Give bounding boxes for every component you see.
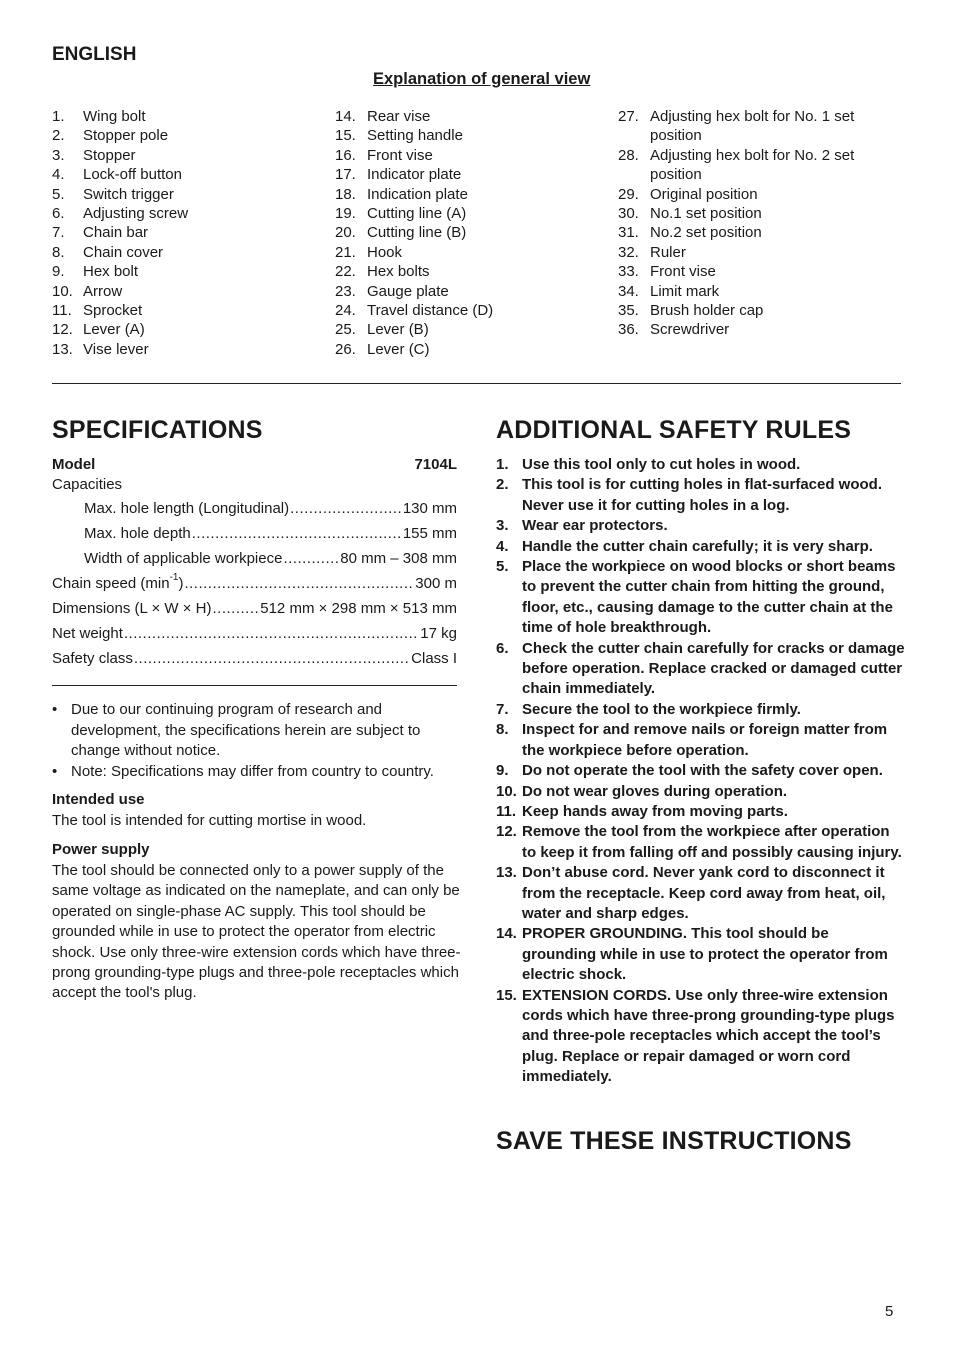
dot-leader xyxy=(290,500,402,517)
rule-text: Do not wear gloves during operation. xyxy=(522,782,788,800)
spec-value: Class I xyxy=(411,650,457,667)
list-item xyxy=(52,320,302,339)
item-label: Lock-off button xyxy=(83,166,182,184)
list-item xyxy=(52,165,302,184)
list-item xyxy=(496,782,906,802)
specifications-heading: SPECIFICATIONS xyxy=(52,416,263,444)
item-number: 22. xyxy=(335,263,356,281)
list-item xyxy=(335,223,595,242)
rule-text: This tool is for cutting holes in flat-surfaced wood. Never use it for cutting holes in a log. xyxy=(522,476,883,514)
spec-value: 17 kg xyxy=(420,625,457,642)
item-number: 12. xyxy=(52,321,73,339)
list-item xyxy=(335,243,595,262)
item-number: 24. xyxy=(335,302,356,320)
list-item xyxy=(335,107,595,126)
item-label: Setting handle xyxy=(367,127,463,145)
item-label: Sprocket xyxy=(83,302,143,320)
list-item xyxy=(618,146,898,185)
item-number: 11. xyxy=(52,302,72,320)
item-number: 16. xyxy=(335,146,356,164)
item-label: Lever (B) xyxy=(367,321,429,339)
rule-text: Inspect for and remove nails or foreign matter from the workpiece before operation. xyxy=(522,721,888,759)
list-item xyxy=(618,301,898,320)
item-label: Hex bolts xyxy=(367,263,430,281)
list-item xyxy=(335,146,595,165)
spec-label: Dimensions (L × W × H) xyxy=(52,600,212,617)
item-label: Lever (A) xyxy=(83,321,145,339)
model-label: Model xyxy=(52,456,96,473)
rule-number: 1. xyxy=(496,456,509,473)
bullet-icon: • xyxy=(52,762,58,780)
list-item xyxy=(618,107,898,146)
item-number: 23. xyxy=(335,282,356,300)
list-item xyxy=(335,185,595,204)
spec-row-dimensions xyxy=(52,600,457,617)
item-label: Lever (C) xyxy=(367,340,430,358)
language-heading: ENGLISH xyxy=(52,44,137,65)
dot-leader xyxy=(134,650,410,667)
item-label: Adjusting hex bolt for No. 2 set position xyxy=(650,146,855,184)
list-item xyxy=(335,126,595,145)
list-item xyxy=(618,320,898,339)
list-item xyxy=(496,924,906,985)
rule-number: 10. xyxy=(496,782,517,800)
rule-number: 12. xyxy=(496,823,517,841)
list-item xyxy=(496,455,906,475)
item-label: Brush holder cap xyxy=(650,302,764,320)
spec-value: 155 mm xyxy=(402,525,457,542)
item-number: 25. xyxy=(335,321,356,339)
dot-leader xyxy=(283,550,339,567)
item-number: 2. xyxy=(52,127,65,145)
spec-row-chain-speed xyxy=(52,572,457,592)
item-number: 13. xyxy=(52,340,73,358)
list-item xyxy=(618,223,898,242)
rule-number: 11. xyxy=(496,802,517,820)
spec-value: 130 mm xyxy=(402,500,457,517)
item-label: Wing bolt xyxy=(83,108,146,125)
rule-text: Check the cutter chain carefully for cracks or damage before operation. Replace cracked or damaged cutter chain immediately. xyxy=(522,639,905,698)
spec-row-safety-class xyxy=(52,650,457,667)
bullet-icon: • xyxy=(52,701,58,718)
item-label: Front vise xyxy=(650,263,716,281)
general-view-column-3 xyxy=(618,107,898,340)
rule-text: Secure the tool to the workpiece firmly. xyxy=(522,700,801,718)
item-label: Adjusting screw xyxy=(83,205,189,223)
general-view-title: Explanation of general view xyxy=(373,70,591,88)
item-number: 4. xyxy=(52,166,65,184)
spec-divider xyxy=(52,685,457,686)
list-item xyxy=(52,185,302,204)
rule-number: 4. xyxy=(496,537,509,555)
item-number: 34. xyxy=(618,282,639,300)
list-item xyxy=(335,320,595,339)
list-item xyxy=(496,639,906,700)
item-number: 5. xyxy=(52,185,65,203)
item-label: No.2 set position xyxy=(650,224,762,242)
item-label: Rear vise xyxy=(367,108,431,125)
item-number: 30. xyxy=(618,205,639,223)
spec-label: Max. hole depth xyxy=(84,525,191,542)
item-label: Gauge plate xyxy=(367,282,449,300)
list-item xyxy=(618,185,898,204)
dot-leader xyxy=(124,625,419,642)
spec-label: Width of applicable workpiece xyxy=(84,550,283,567)
rule-text: Don’t abuse cord. Never yank cord to disconnect it from the receptacle. Keep cord away from heat, oil, water and sharp edges. xyxy=(522,864,886,922)
item-label: No.1 set position xyxy=(650,205,762,223)
spec-row-workpiece-width xyxy=(84,550,457,567)
spec-row-max-hole-depth xyxy=(84,525,457,542)
list-item xyxy=(496,986,906,1088)
item-number: 35. xyxy=(618,302,639,320)
list-item xyxy=(496,822,906,863)
rule-text: EXTENSION CORDS. Use only three-wire extension cords which have three-prong grounding-type plugs and three-pole receptacles which accept the tool’s plug. Replace or repair damaged or worn cord immediately. xyxy=(522,986,895,1086)
spec-label: Max. hole length (Longitudinal) xyxy=(84,500,290,517)
spec-label-close: ) xyxy=(178,575,184,592)
item-number: 14. xyxy=(335,108,356,125)
list-item xyxy=(52,262,302,281)
list-item xyxy=(335,301,595,320)
list-item xyxy=(496,802,906,822)
note-text: Due to our continuing program of research and development, the specifications herein are subject to change without notice. xyxy=(71,701,421,759)
power-supply-heading: Power supply xyxy=(52,841,150,858)
safety-rules-list xyxy=(496,455,906,1088)
list-item xyxy=(52,340,302,359)
spec-notes xyxy=(52,700,462,782)
item-label: Screwdriver xyxy=(650,321,730,339)
list-item xyxy=(335,282,595,301)
rule-text: Do not operate the tool with the safety cover open. xyxy=(522,762,883,780)
general-view-column-2 xyxy=(335,107,595,359)
capacities-label: Capacities xyxy=(52,476,123,493)
item-label: Hook xyxy=(367,243,403,261)
list-item xyxy=(496,516,906,536)
rule-number: 8. xyxy=(496,721,509,739)
list-item xyxy=(52,204,302,223)
item-label: Limit mark xyxy=(650,282,720,300)
item-number: 21. xyxy=(335,243,356,261)
item-label: Front vise xyxy=(367,146,433,164)
save-instructions-heading: SAVE THESE INSTRUCTIONS xyxy=(496,1127,852,1155)
item-label: Cutting line (A) xyxy=(367,205,467,223)
page-number: 5 xyxy=(885,1303,894,1320)
rule-text: Use this tool only to cut holes in wood. xyxy=(522,456,801,473)
rule-text: Place the workpiece on wood blocks or short beams to prevent the cutter chain from hitting the ground, floor, etc., causing damage to the cutter chain at the time of hole breakthrough. xyxy=(522,558,896,637)
rule-number: 9. xyxy=(496,762,509,780)
item-label: Arrow xyxy=(83,282,123,300)
item-label: Original position xyxy=(650,185,758,203)
item-label: Cutting line (B) xyxy=(367,224,467,242)
spec-label-text: Chain speed (min xyxy=(52,575,170,592)
item-number: 18. xyxy=(335,185,356,203)
list-item xyxy=(335,340,595,359)
item-label: Chain bar xyxy=(83,224,149,242)
rule-number: 6. xyxy=(496,639,509,657)
section-divider xyxy=(52,383,901,384)
list-item xyxy=(496,863,906,924)
dot-leader xyxy=(213,600,260,617)
item-label: Stopper pole xyxy=(83,127,169,145)
item-number: 27. xyxy=(618,108,639,125)
item-number: 15. xyxy=(335,127,356,145)
item-number: 28. xyxy=(618,146,639,164)
item-label: Indicator plate xyxy=(367,166,462,184)
item-number: 29. xyxy=(618,185,639,203)
item-number: 36. xyxy=(618,321,639,339)
spec-label: Safety class xyxy=(52,650,133,667)
item-number: 6. xyxy=(52,205,65,223)
list-item xyxy=(618,204,898,223)
rule-text: Handle the cutter chain carefully; it is very sharp. xyxy=(522,537,873,555)
general-view-column-1 xyxy=(52,107,302,359)
list-item xyxy=(52,107,302,126)
list-item xyxy=(52,126,302,145)
spec-label: Net weight xyxy=(52,625,123,642)
list-item xyxy=(335,165,595,184)
item-number: 33. xyxy=(618,263,639,281)
spec-label-superscript: -1 xyxy=(169,572,179,583)
item-label: Travel distance (D) xyxy=(367,302,494,320)
item-label: Indication plate xyxy=(367,185,468,203)
list-item xyxy=(618,282,898,301)
item-number: 9. xyxy=(52,263,65,281)
rule-text: Wear ear protectors. xyxy=(522,517,668,535)
list-item xyxy=(496,700,906,720)
safety-rules-heading: ADDITIONAL SAFETY RULES xyxy=(496,416,852,444)
rule-number: 13. xyxy=(496,864,517,882)
rule-text: Keep hands away from moving parts. xyxy=(522,802,788,820)
note-item xyxy=(52,700,462,762)
model-row xyxy=(52,456,457,473)
list-item xyxy=(496,557,906,639)
list-item xyxy=(618,262,898,281)
power-supply-text: The tool should be connected only to a power supply of the same voltage as indicated on the nameplate, and can only be operated on single-phase AC supply. This tool should be grounded while in use to protect the operator from electric shock. Use only three-wire extension cords which have three-prong grounding-type plugs and three-pole receptacles which accept the tool's plug. xyxy=(52,862,461,1002)
item-number: 17. xyxy=(335,166,356,184)
list-item xyxy=(496,475,906,516)
list-item xyxy=(52,301,302,320)
note-text: Note: Specifications may differ from country to country. xyxy=(71,762,434,780)
spec-row-max-hole-length xyxy=(84,500,457,517)
item-number: 26. xyxy=(335,340,356,358)
intended-use-text: The tool is intended for cutting mortise in wood. xyxy=(52,812,367,829)
item-label: Vise lever xyxy=(83,340,149,358)
rule-number: 14. xyxy=(496,925,517,943)
dot-leader xyxy=(192,525,402,542)
dot-leader xyxy=(184,575,414,592)
item-label: Adjusting hex bolt for No. 1 set position xyxy=(650,108,855,145)
item-number: 1. xyxy=(52,108,65,125)
list-item xyxy=(496,720,906,761)
spec-label xyxy=(52,572,184,592)
rule-text: Remove the tool from the workpiece after operation to keep it from falling off and possibly causing injury. xyxy=(522,823,902,861)
item-number: 10. xyxy=(52,282,73,300)
rule-number: 2. xyxy=(496,476,509,494)
note-item xyxy=(52,762,462,783)
rule-number: 7. xyxy=(496,700,509,718)
item-number: 20. xyxy=(335,224,356,242)
spec-row-net-weight xyxy=(52,625,457,642)
item-label: Chain cover xyxy=(83,243,164,261)
spec-value: 80 mm – 308 mm xyxy=(340,550,457,567)
rule-text: PROPER GROUNDING. This tool should be grounding while in use to protect the operator from electric shock. xyxy=(522,925,888,984)
list-item xyxy=(335,262,595,281)
item-number: 8. xyxy=(52,243,65,261)
model-value: 7104L xyxy=(414,456,457,473)
item-label: Switch trigger xyxy=(83,185,174,203)
list-item xyxy=(52,146,302,165)
spec-value: 300 m xyxy=(415,575,457,592)
rule-number: 15. xyxy=(496,986,517,1004)
item-number: 7. xyxy=(52,224,65,242)
item-number: 32. xyxy=(618,243,639,261)
item-label: Stopper xyxy=(83,146,136,164)
list-item xyxy=(335,204,595,223)
rule-number: 5. xyxy=(496,558,509,576)
item-number: 3. xyxy=(52,146,65,164)
item-number: 31. xyxy=(618,224,639,242)
item-number: 19. xyxy=(335,205,356,223)
list-item xyxy=(618,243,898,262)
item-label: Hex bolt xyxy=(83,263,139,281)
list-item xyxy=(52,243,302,262)
list-item xyxy=(52,223,302,242)
spec-value: 512 mm × 298 mm × 513 mm xyxy=(260,600,457,617)
intended-use-heading: Intended use xyxy=(52,791,145,808)
list-item xyxy=(496,537,906,557)
list-item xyxy=(52,282,302,301)
rule-number: 3. xyxy=(496,517,509,535)
list-item xyxy=(496,761,906,781)
item-label: Ruler xyxy=(650,243,686,261)
